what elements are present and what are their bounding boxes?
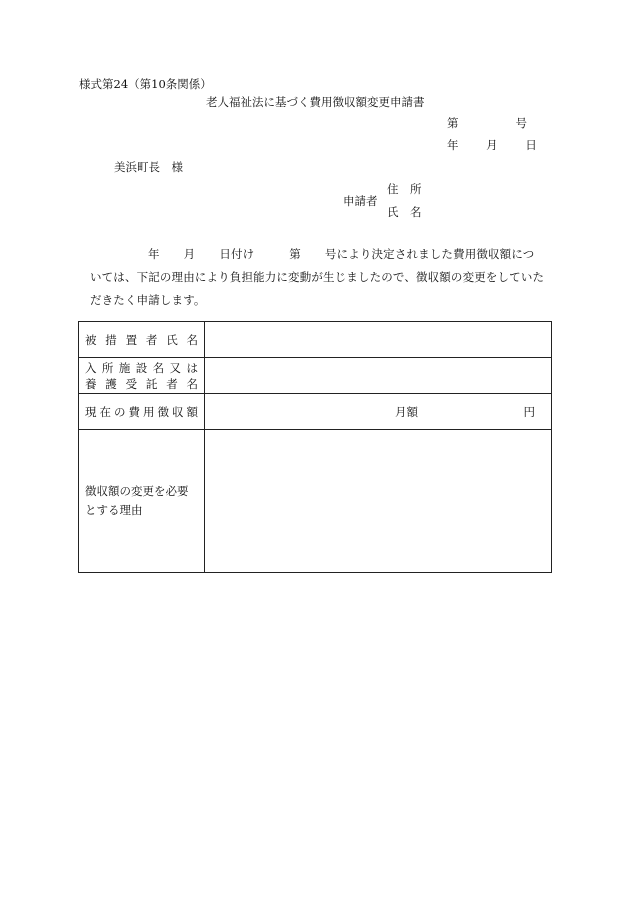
protected-person-name-label [79,322,205,358]
form-number: 様式第24（第10条関係） [79,77,212,91]
body-year: 年 [148,247,160,261]
current-fee-field[interactable] [205,394,552,430]
date-month-label: 月 [486,138,498,152]
body-line-1-rest: 号により決定されました費用徴収額につ [324,247,535,261]
table-row [79,430,552,573]
label-text: 養 護 受 託 者 名 [85,376,198,391]
yen-unit-label: 円 [523,404,535,419]
date-year-label: 年 [447,138,459,152]
applicant-label: 申請者 [343,194,378,208]
facility-name-field[interactable] [205,358,552,394]
current-fee-label [79,394,205,430]
table-row [79,322,552,358]
change-reason-label [79,430,205,573]
body-line-3: だきたく申請します。 [90,293,206,307]
addressee: 美浜町長 様 [114,160,183,174]
label-text: 被 措 置 者 氏 名 [85,332,198,347]
change-reason-field[interactable] [205,430,552,573]
document-number-go: 号 [515,116,527,130]
application-form-table [78,321,552,573]
monthly-amount-label: 月額 [395,404,418,419]
table-row [79,394,552,430]
label-text: 入 所 施 設 名 又 は [85,360,198,375]
date-day-label: 日 [525,138,537,152]
document-number-line [447,118,527,130]
body-line-2: いては、下記の理由により負担能力に変動が生じましたので、徴収額の変更をしていた [90,270,545,284]
body-dai: 第 [289,247,301,261]
label-text: とする理由 [85,503,143,517]
table-row [79,358,552,394]
document-title: 老人福祉法に基づく費用徴収額変更申請書 [206,95,425,109]
document-date-line [447,140,537,152]
body-line-1 [90,243,554,266]
label-text: 徴収額の変更を必要 [85,484,189,498]
body-month: 月 [183,247,196,261]
application-body-text [90,243,554,312]
facility-name-label [79,358,205,394]
applicant-address-label: 住 所 [387,182,422,196]
label-text: 現 在 の 費 用 徴 収 額 [85,404,198,419]
protected-person-name-field[interactable] [205,322,552,358]
document-number-dai: 第 [447,116,459,130]
applicant-name-label: 氏 名 [387,205,422,219]
body-dated: 日付け [219,247,255,261]
